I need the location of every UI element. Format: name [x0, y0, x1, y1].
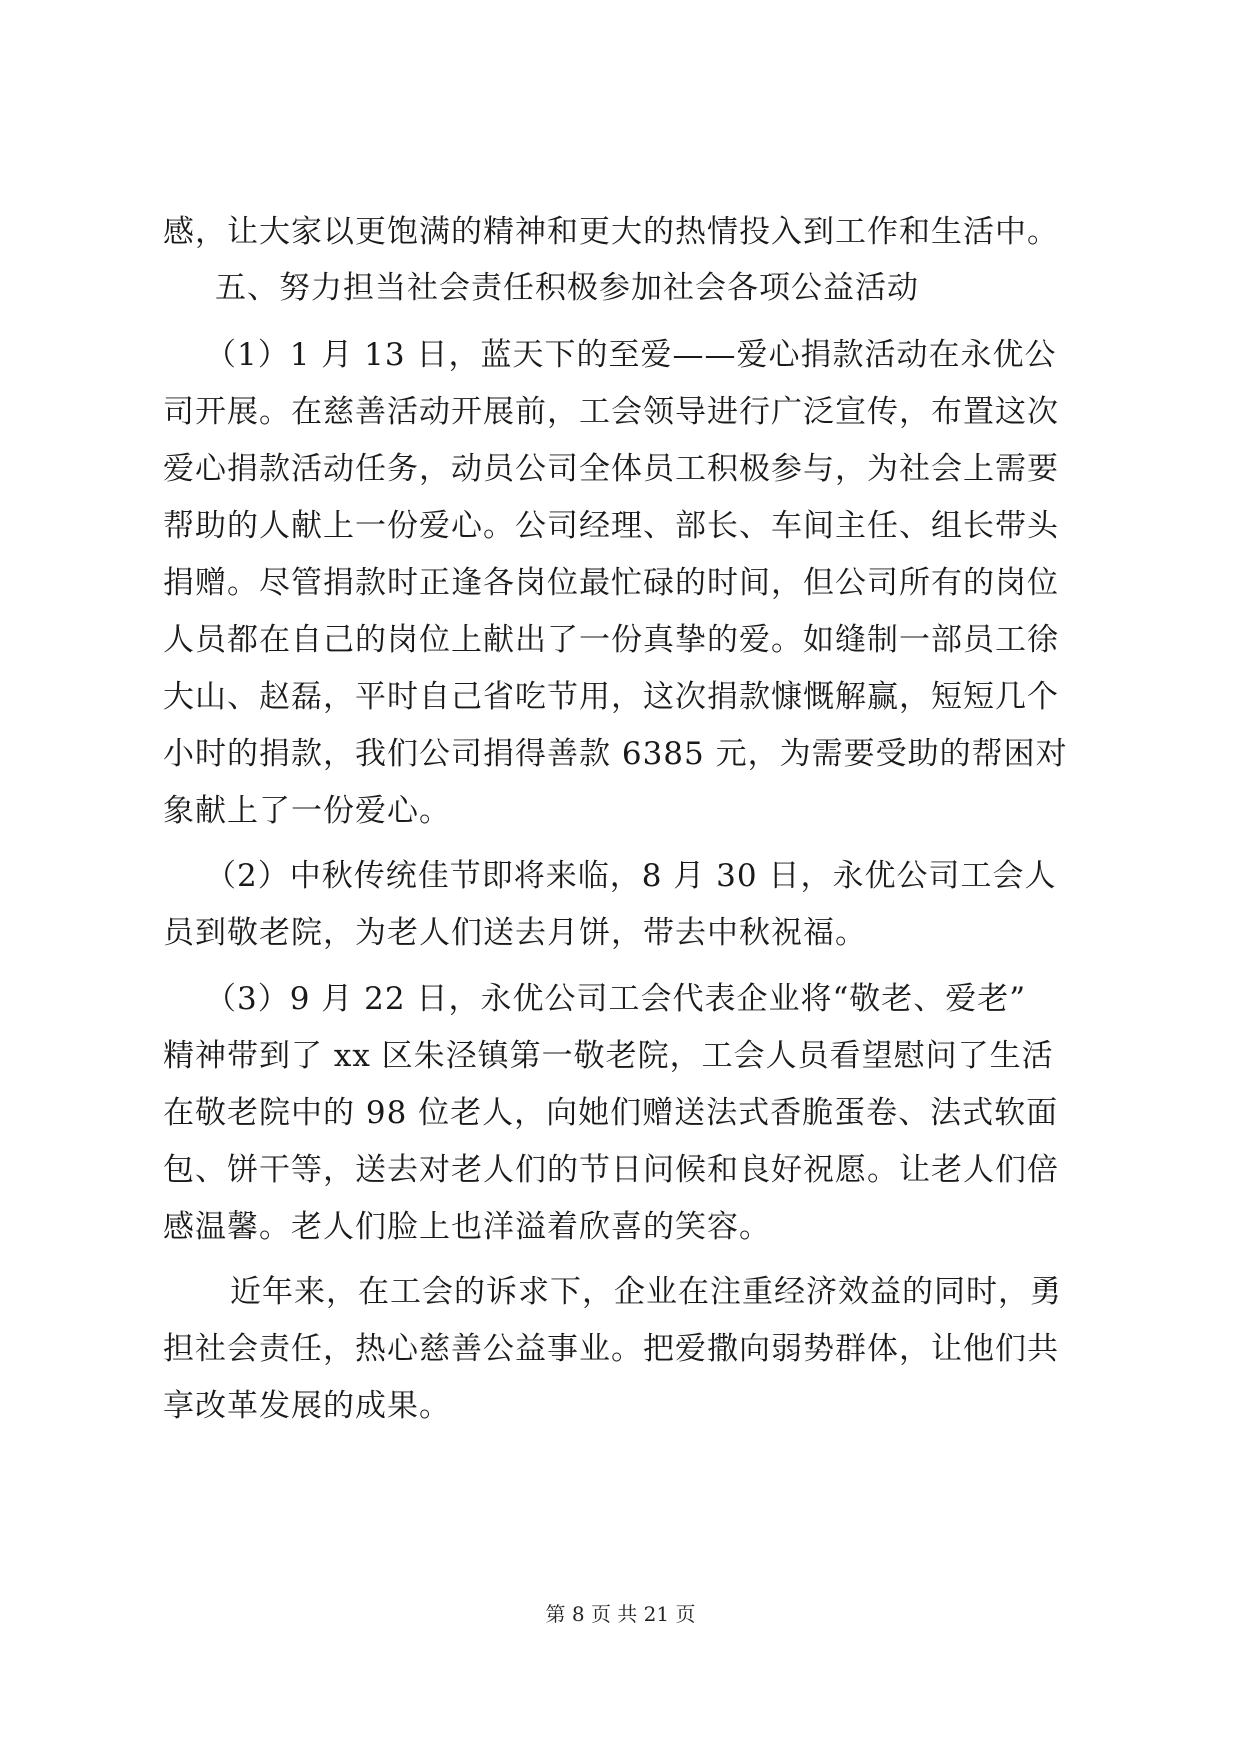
text-line: 享改革发展的成果。	[163, 1388, 451, 1424]
text-line: （3）9 月 22 日，永优公司工会代表企业将“敬老、爱老”	[205, 981, 1027, 1017]
text-line: 感温馨。老人们脸上也洋溢着欣喜的笑容。	[163, 1209, 771, 1245]
text-line: 捐赠。尽管捐款时正逢各岗位最忙碌的时间，但公司所有的岗位	[163, 565, 1059, 601]
page-number-footer: 第 8 页 共 21 页	[545, 1602, 696, 1626]
text-line: 司开展。在慈善活动开展前，工会领导进行广泛宣传，布置这次	[163, 394, 1059, 430]
text-line: 在敬老院中的 98 位老人，向她们赠送法式香脆蛋卷、法式软面	[163, 1095, 1059, 1131]
text-line: 帮助的人献上一份爱心。公司经理、部长、车间主任、组长带头	[163, 508, 1059, 544]
text-line: 大山、赵磊，平时自己省吃节用，这次捐款慷慨解赢，短短几个	[163, 679, 1059, 715]
text-line: 担社会责任，热心慈善公益事业。把爱撒向弱势群体，让他们共	[163, 1331, 1059, 1367]
text-line: 员到敬老院，为老人们送去月饼，带去中秋祝福。	[163, 915, 867, 951]
text-line: 人员都在自己的岗位上献出了一份真挚的爱。如缝制一部员工徐	[163, 622, 1059, 658]
text-line: 精神带到了 xx 区朱泾镇第一敬老院，工会人员看望慰问了生活	[163, 1038, 1054, 1074]
text-line: 小时的捐款，我们公司捐得善款 6385 元，为需要受助的帮困对	[163, 736, 1068, 772]
text-line: （2）中秋传统佳节即将来临，8 月 30 日，永优公司工会人	[205, 858, 1057, 894]
text-line: 爱心捐款活动任务，动员公司全体员工积极参与，为社会上需要	[163, 451, 1059, 487]
text-line: 象献上了一份爱心。	[163, 793, 451, 829]
text-line: 感，让大家以更饱满的精神和更大的热情投入到工作和生活中。	[163, 214, 1059, 250]
text-line: 近年来，在工会的诉求下，企业在注重经济效益的同时，勇	[230, 1274, 1062, 1310]
section-heading: 五、努力担当社会责任积极参加社会各项公益活动	[215, 270, 919, 306]
text-line: （1）1 月 13 日，蓝天下的至爱——爱心捐款活动在永优公	[205, 337, 1057, 373]
text-line: 包、饼干等，送去对老人们的节日问候和良好祝愿。让老人们倍	[163, 1152, 1059, 1188]
